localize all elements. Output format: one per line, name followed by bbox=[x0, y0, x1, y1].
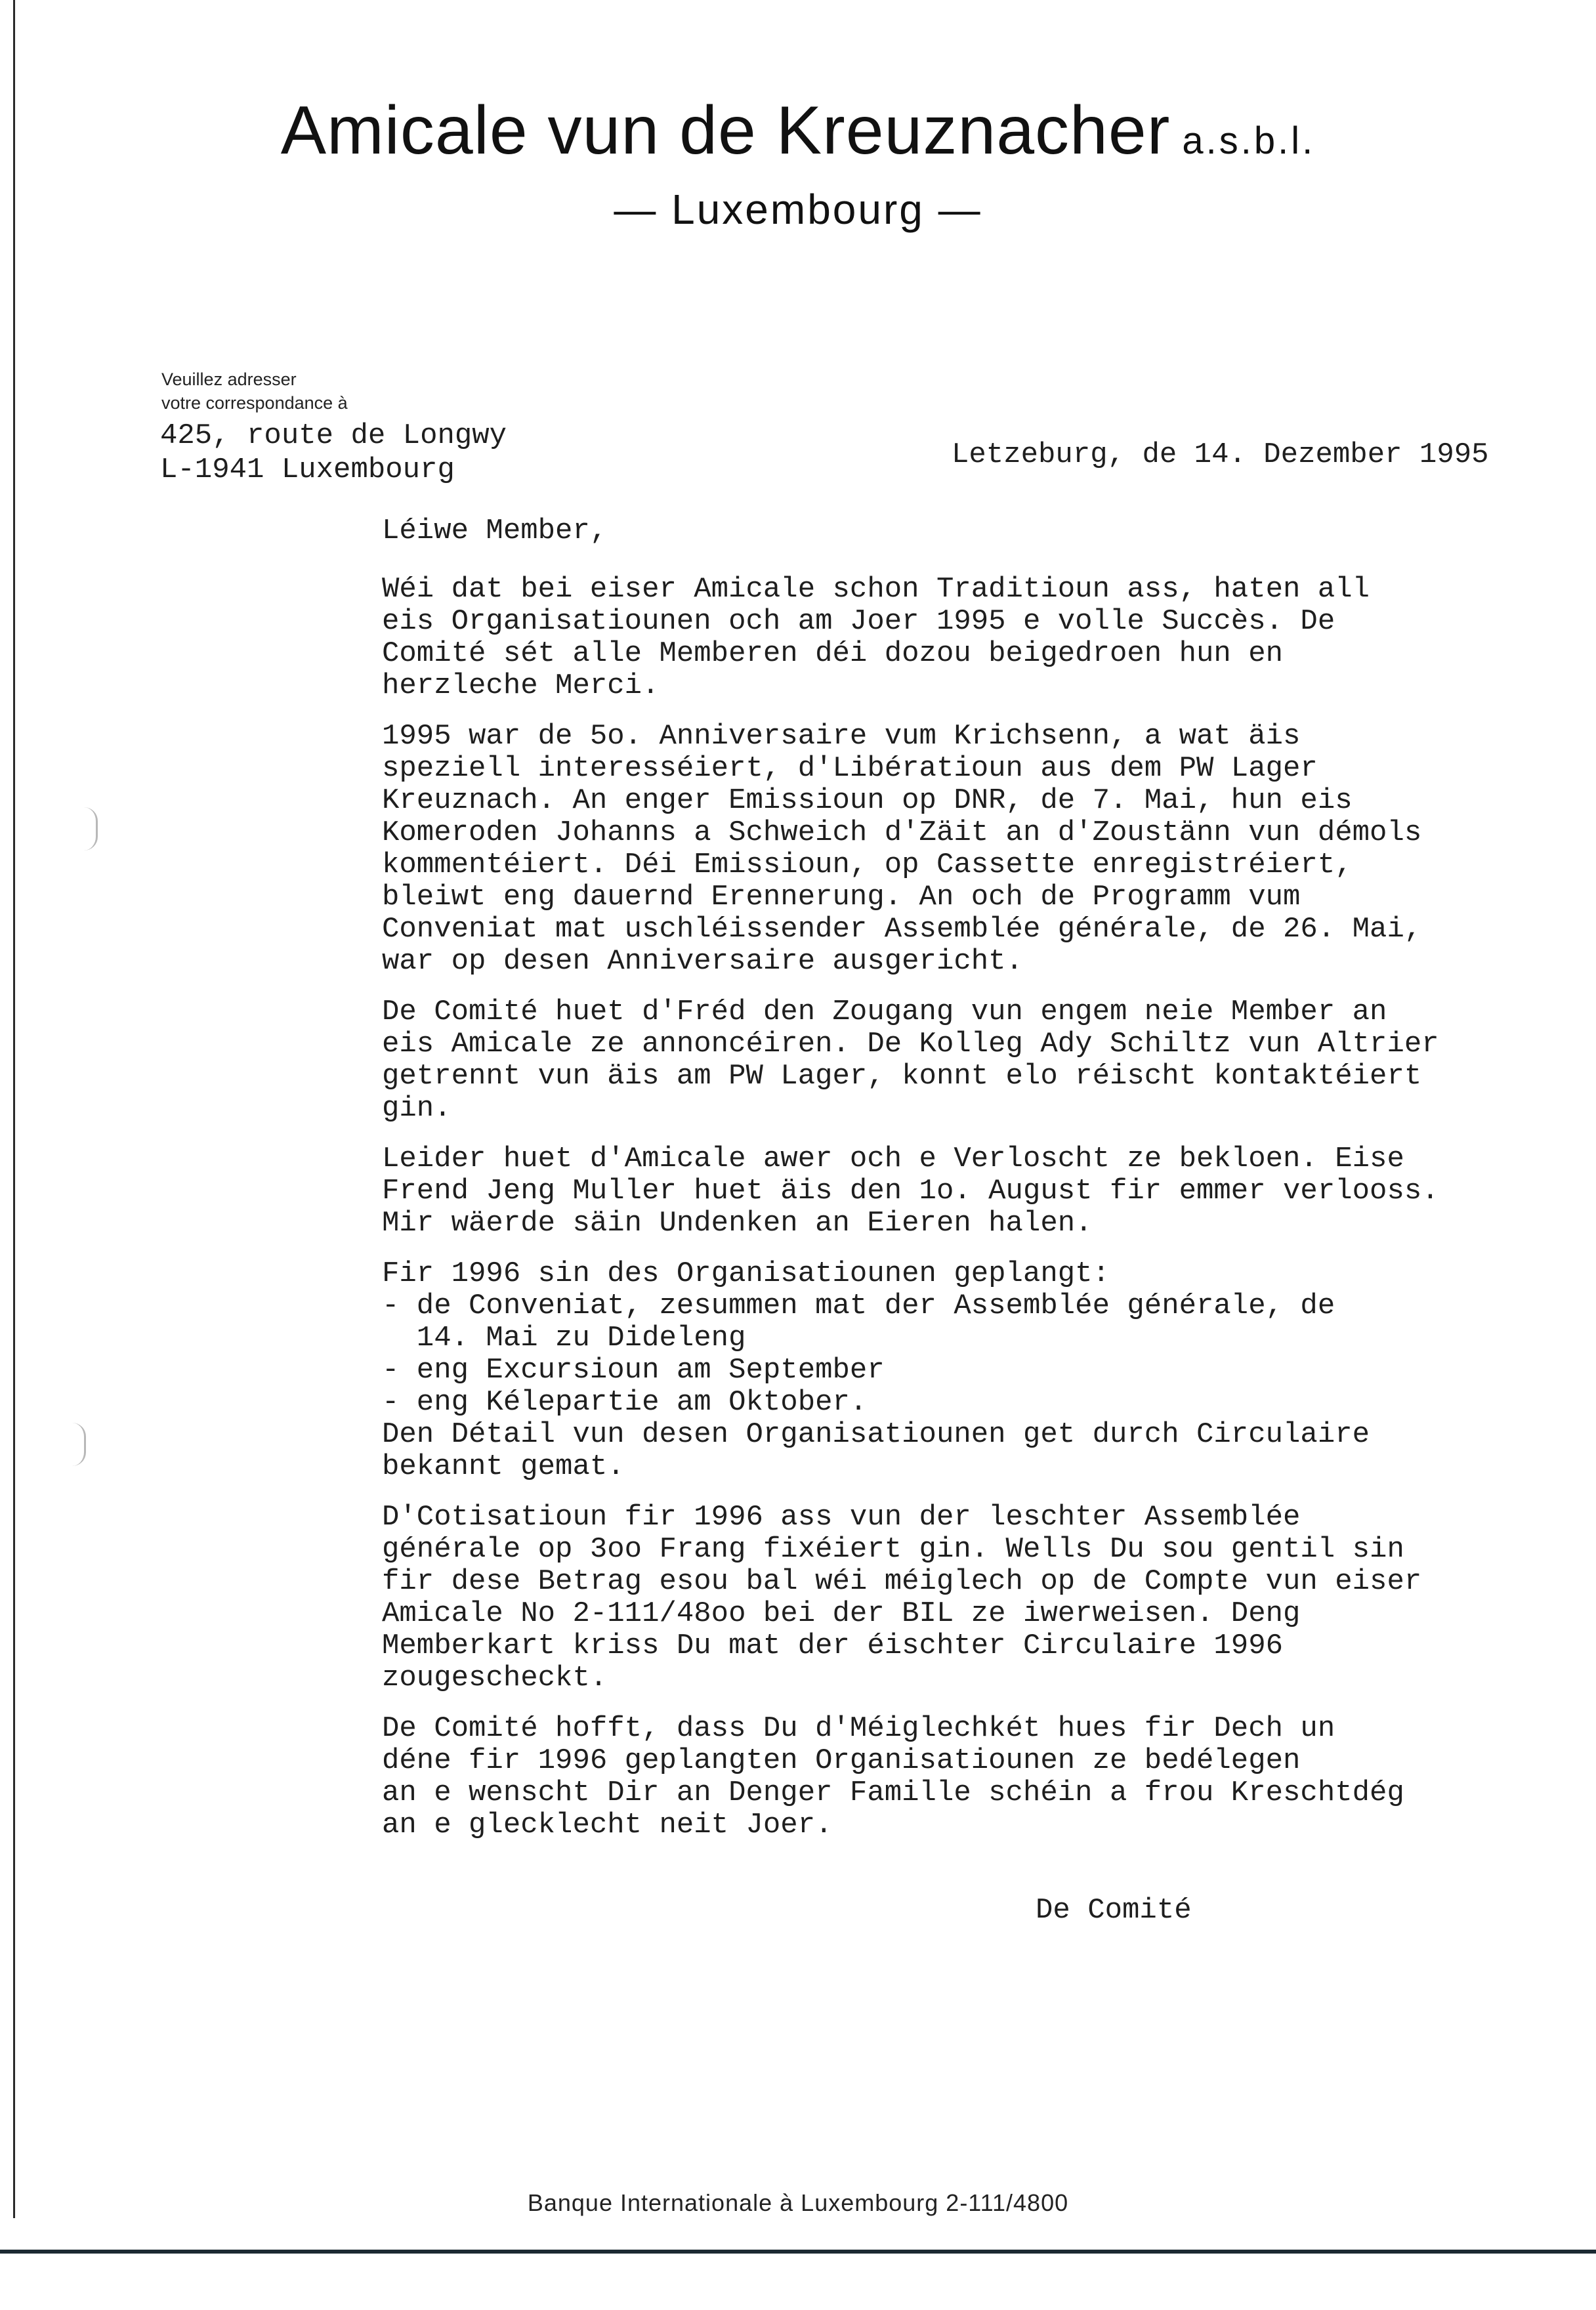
letterhead-suffix: a.s.b.l. bbox=[1182, 119, 1316, 162]
punch-hole-mark bbox=[84, 807, 98, 850]
signature: De Comité bbox=[1036, 1894, 1192, 1927]
sender-address bbox=[160, 419, 507, 487]
footer-rule bbox=[0, 2250, 1596, 2254]
paragraph-new-member: De Comité huet d'Fréd den Zougang vun engem neie Member an eis Amicale ze annoncéiren. De Kolleg Ady Schiltz vun Altrier getrennt vun äis am PW Lager, konnt elo réischt kontaktéiert gin. bbox=[382, 996, 1439, 1125]
footer-bank-details: Banque Internationale à Luxembourg 2-111/4800 bbox=[527, 2189, 1069, 2216]
date-line: Letzeburg, de 14. Dezember 1995 bbox=[952, 438, 1489, 471]
letterhead-name: Amicale vun de Kreuznacher bbox=[280, 93, 1171, 169]
salutation: Léiwe Member, bbox=[382, 514, 608, 547]
paragraph-plans-1996: Fir 1996 sin des Organisatiounen geplangt: - de Conveniat, zesummen mat der Assemblée générale, de 14. Mai zu Dideleng - eng Excursioun am September - eng Kélepartie am Oktober. Den Détail vun desen Organisatiounen get durch Circulaire bekannt gemat. bbox=[382, 1257, 1370, 1483]
address-note bbox=[161, 368, 348, 415]
letterhead-title bbox=[0, 92, 1596, 170]
letterhead-subtitle: — Luxembourg — bbox=[614, 186, 982, 233]
punch-hole-mark bbox=[72, 1423, 86, 1466]
paragraph-anniversary: 1995 war de 5o. Anniversaire vum Krichsenn, a wat äis speziell interesséiert, d'Libératioun aus dem PW Lager Kreuznach. An enger Emissioun op DNR, de 7. Mai, hun eis Komeroden Johanns a Schweich d'Zäit an d'Zoustänn vun démols kommentéiert. Déi Emissioun, op Cassette enregistréiert, bleiwt eng dauernd Erennerung. An och de Programm vum Conveniat mat uschléissender Assemblée générale, de 26. Mai, war op desen Anniversaire ausgericht. bbox=[382, 720, 1422, 978]
letter-body bbox=[382, 515, 1563, 1860]
sender-address-line: L-1941 Luxembourg bbox=[160, 453, 455, 486]
address-note-line: votre correspondance à bbox=[161, 393, 348, 413]
paragraph-membership-fee: D'Cotisatioun fir 1996 ass vun der leschter Assemblée générale op 3oo Frang fixéiert gin. Wells Du sou gentil sin fir dese Betrag esou bal wéi méiglech op de Compte vun eiser Amicale No 2-111/48oo bei der BIL ze iwerweisen. Deng Memberkart kriss Du mat der éischter Circulaire 1996 zougescheckt. bbox=[382, 1501, 1422, 1694]
paragraph-tradition: Wéi dat bei eiser Amicale schon Traditioun ass, haten all eis Organisatiounen och am Joer 1995 e volle Succès. De Comité sét alle Memberen déi dozou beigedroen hun en herzleche Merci. bbox=[382, 573, 1370, 702]
paragraph-loss: Leider huet d'Amicale awer och e Verloscht ze bekloen. Eise Frend Jeng Muller huet äis den 1o. August fir emmer verlooss. Mir wäerde säin Undenken an Eieren halen. bbox=[382, 1143, 1439, 1240]
paragraph-closing-wishes: De Comité hofft, dass Du d'Méiglechkét hues fir Dech un déne fir 1996 geplangten Organisatiounen ze bedélegen an e wenscht Dir an Denger Famille schéin a frou Kreschtdég an e glecklecht neit Joer. bbox=[382, 1712, 1404, 1841]
sender-address-line: 425, route de Longwy bbox=[160, 419, 507, 452]
page-edge-line bbox=[13, 0, 15, 2218]
address-note-line: Veuillez adresser bbox=[161, 369, 297, 389]
